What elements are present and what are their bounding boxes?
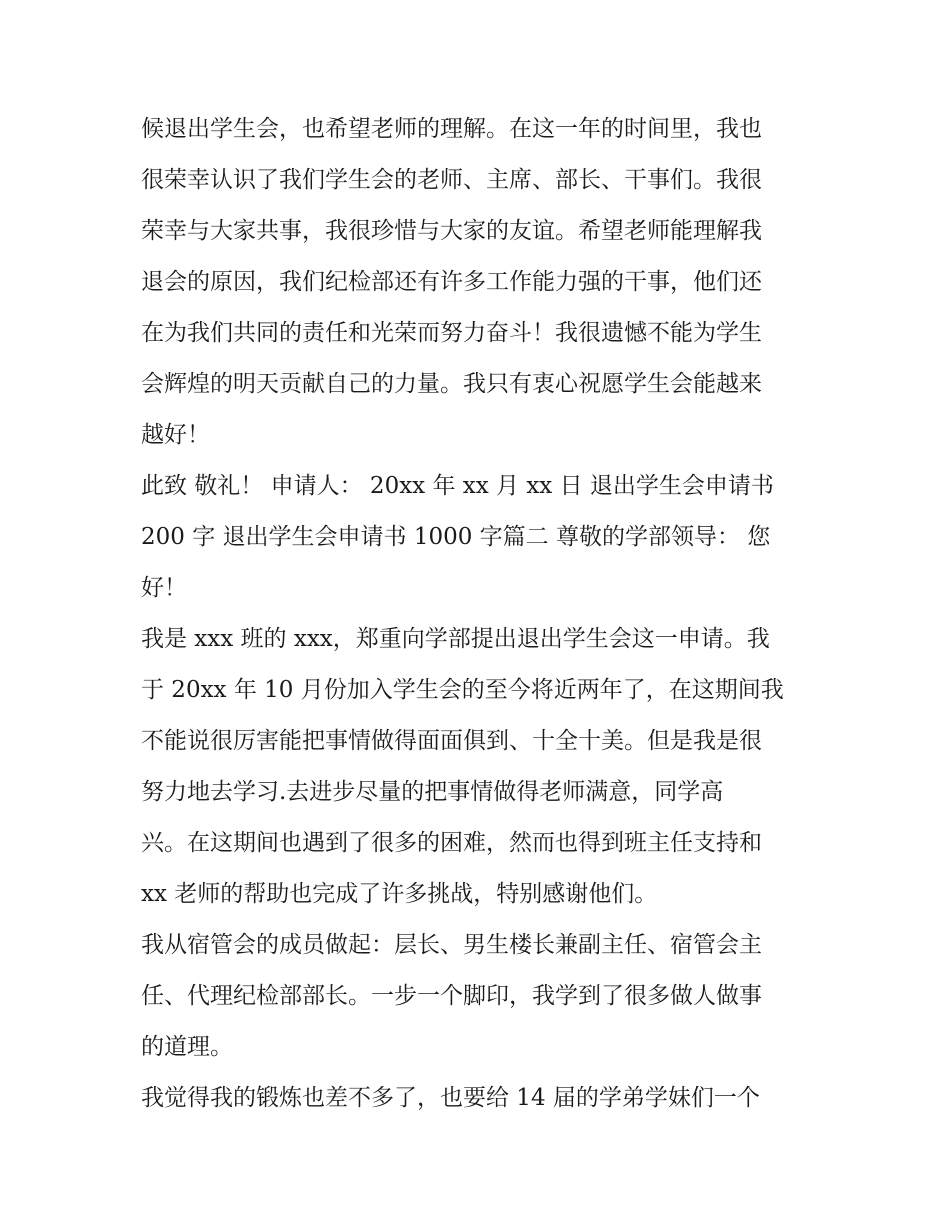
text-line: 我从宿管会的成员做起：层长、男生楼长兼副主任、宿管会主 (141, 932, 762, 958)
text-line: 在为我们共同的责任和光荣而努力奋斗！我很遗憾不能为学生 (141, 320, 762, 346)
text-line: 退会的原因，我们纪检部还有许多工作能力强的干事，他们还 (141, 269, 762, 295)
text-line: xx 老师的帮助也完成了许多挑战，特别感谢他们。 (141, 881, 658, 907)
body-text (141, 104, 821, 1124)
text-line: 我觉得我的锻炼也差不多了，也要给 14 届的学弟学妹们一个 (141, 1085, 760, 1111)
text-line: 此致 敬礼！ 申请人： 20xx 年 xx 月 xx 日 退出学生会申请书 (141, 473, 774, 499)
text-line: 很荣幸认识了我们学生会的老师、主席、部长、干事们。我很 (141, 167, 762, 193)
text-line: 越好！ (141, 422, 210, 448)
text-line: 努力地去学习.去进步尽量的把事情做得老师满意，同学高 (141, 779, 724, 805)
text-line: 好！ (141, 575, 187, 601)
text-line: 我是 xxx 班的 xxx，郑重向学部提出退出学生会这一申请。我 (141, 626, 770, 652)
text-line: 兴。在这期间也遇到了很多的困难，然而也得到班主任支持和 (141, 830, 762, 856)
text-line: 候退出学生会，也希望老师的理解。在这一年的时间里，我也 (141, 116, 762, 142)
text-line: 任、代理纪检部部长。一步一个脚印，我学到了很多做人做事 (141, 983, 762, 1009)
text-line: 200 字 退出学生会申请书 1000 字篇二 尊敬的学部领导： 您 (141, 524, 771, 550)
text-line: 荣幸与大家共事，我很珍惜与大家的友谊。希望老师能理解我 (141, 218, 762, 244)
text-line: 会辉煌的明天贡献自己的力量。我只有衷心祝愿学生会能越来 (141, 371, 762, 397)
text-line: 于 20xx 年 10 月份加入学生会的至今将近两年了，在这期间我 (141, 677, 784, 703)
text-line: 不能说很厉害能把事情做得面面俱到、十全十美。但是我是很 (141, 728, 762, 754)
text-line: 的道理。 (141, 1034, 233, 1060)
